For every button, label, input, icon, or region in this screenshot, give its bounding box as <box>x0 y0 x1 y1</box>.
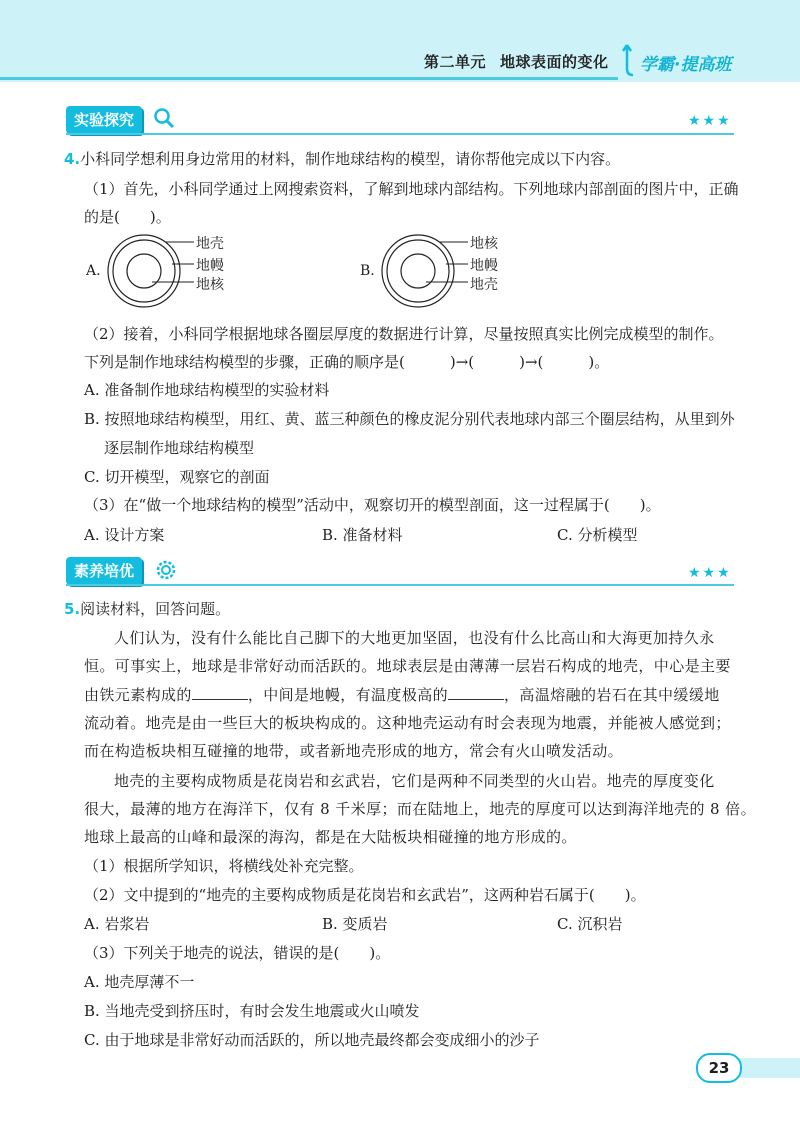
diagram-b-label-1: 地核 <box>470 236 498 252</box>
q5-sub2: （2）文中提到的“地壳的主要构成物质是花岗岩和玄武岩”，这两种岩石属于( )。 <box>84 886 646 904</box>
difficulty-stars: ★★★ <box>688 565 732 581</box>
page-number: 23 <box>696 1053 742 1083</box>
q4-step-c: C. 切开模型，观察它的剖面 <box>84 468 270 486</box>
reading-para2-line1: 地壳的主要构成物质是花岗岩和玄武岩，它们是两种不同类型的火山岩。地壳的厚度变化 <box>114 772 715 790</box>
q4-step-b-line2: 逐层制作地球结构模型 <box>104 439 255 457</box>
q5-sub3-option-b: B. 当地壳受到挤压时，有时会发生地震或火山喷发 <box>84 1002 420 1020</box>
diagram-b-label-2: 地幔 <box>470 258 498 274</box>
reading-para1-line4: 流动着。地壳是由一些巨大的板块构成的。这种地壳运动有时会表现为地震，并能被人感觉到； <box>84 714 731 732</box>
magnifier-icon <box>152 106 176 130</box>
question-number: 4. <box>64 150 81 168</box>
q4-part1-line1: （1）首先，小科同学通过上网搜索资料，了解到地球内部结构。下列地球内部剖面的图片中，正确 <box>84 180 739 198</box>
header-rule <box>0 77 618 80</box>
question-4-stem: 4.小科同学想利用身边常用的材料，制作地球结构的模型，请你帮他完成以下内容。 <box>64 150 621 168</box>
earth-section-diagram-b <box>378 228 528 318</box>
footer-bar <box>738 1058 800 1078</box>
reading-para1-line3: 由铁元素构成的 ，中间是地幔，有温度极高的 ，高温熔融的岩石在其中缓缓地 <box>84 686 720 704</box>
reading-para2-line2: 很大，最薄的地方在海洋下，仅有 8 千米厚；而在陆地上，地壳的厚度可以达到海洋地壳的 8 倍。 <box>84 800 756 818</box>
diagram-b-label-3: 地壳 <box>470 277 498 293</box>
brand-name: 学霸·提高班 <box>640 55 732 75</box>
option-a-label: A. <box>86 263 101 279</box>
reading-para1-line5: 而在构造板块相互碰撞的地带，或者新地壳形成的地方，常会有火山喷发活动。 <box>84 742 624 760</box>
diagram-a-label-1: 地壳 <box>196 236 224 252</box>
q5-sub3: （3）下列关于地壳的说法，错误的是( )。 <box>84 944 391 962</box>
q4-step-a: A. 准备制作地球结构模型的实验材料 <box>84 381 330 399</box>
q5-sub2-option-b: B. 变质岩 <box>322 915 388 933</box>
unit-title <box>424 51 609 72</box>
q4-part3: （3）在“做一个地球结构的模型”活动中，观察切开的模型剖面，这一过程属于( )。 <box>84 496 661 514</box>
brand-mark-icon <box>617 43 637 77</box>
q5-sub1: （1）根据所学知识，将横线处补充完整。 <box>84 857 364 875</box>
reading-para1-line1: 人们认为，没有什么能比自己脚下的大地更加坚固，也没有什么比高山和大海更加持久永 <box>114 629 715 647</box>
reading-para1-line2: 恒。可事实上，地球是非常好动而活跃的。地球表层是由薄薄一层岩石构成的地壳，中心是主要 <box>84 657 731 675</box>
q5-sub2-option-c: C. 沉积岩 <box>557 915 623 933</box>
earth-section-diagram-a <box>104 228 254 318</box>
question-5-stem: 5.阅读材料，回答问题。 <box>64 600 231 618</box>
section-rule <box>66 133 734 135</box>
q4-part2-line2: 下列是制作地球结构模型的步骤，正确的顺序是( )→( )→( )。 <box>84 353 610 371</box>
option-b-label: B. <box>360 263 375 279</box>
difficulty-stars: ★★★ <box>688 113 732 129</box>
diagram-a-label-3: 地核 <box>196 277 224 293</box>
q4-part2-line1: （2）接着，小科同学根据地球各圈层厚度的数据进行计算，尽量按照真实比例完成模型的制作。 <box>84 325 724 343</box>
unit-name: 地球表面的变化 <box>500 53 609 71</box>
fill-blank-1[interactable] <box>192 685 248 700</box>
unit-number: 第二单元 <box>424 53 487 71</box>
q5-sub2-option-a: A. 岩浆岩 <box>84 915 150 933</box>
reading-para2-line3: 地球上最高的山峰和最深的海沟，都是在大陆板块相碰撞的地方形成的。 <box>84 828 577 846</box>
section-rule <box>66 584 734 586</box>
q4-part3-option-a: A. 设计方案 <box>84 526 165 544</box>
q4-part1-line2: 的是( )。 <box>84 208 171 226</box>
q5-sub3-option-a: A. 地壳厚薄不一 <box>84 973 195 991</box>
q5-sub3-option-c: C. 由于地球是非常好动而活跃的，所以地壳最终都会变成细小的沙子 <box>84 1031 540 1049</box>
fill-blank-2[interactable] <box>448 685 504 700</box>
section-badge-experiment: 实验探究 <box>66 106 142 134</box>
q4-part3-option-c: C. 分析模型 <box>557 526 638 544</box>
gear-icon <box>154 558 178 582</box>
question-number: 5. <box>64 600 81 618</box>
section-badge-literacy: 素养培优 <box>66 557 142 585</box>
q4-part3-option-b: B. 准备材料 <box>322 526 403 544</box>
diagram-a-label-2: 地幔 <box>196 258 224 274</box>
q4-step-b-line1: B. 按照地球结构模型，用红、黄、蓝三种颜色的橡皮泥分别代表地球内部三个圈层结构，从里到外 <box>84 410 735 428</box>
